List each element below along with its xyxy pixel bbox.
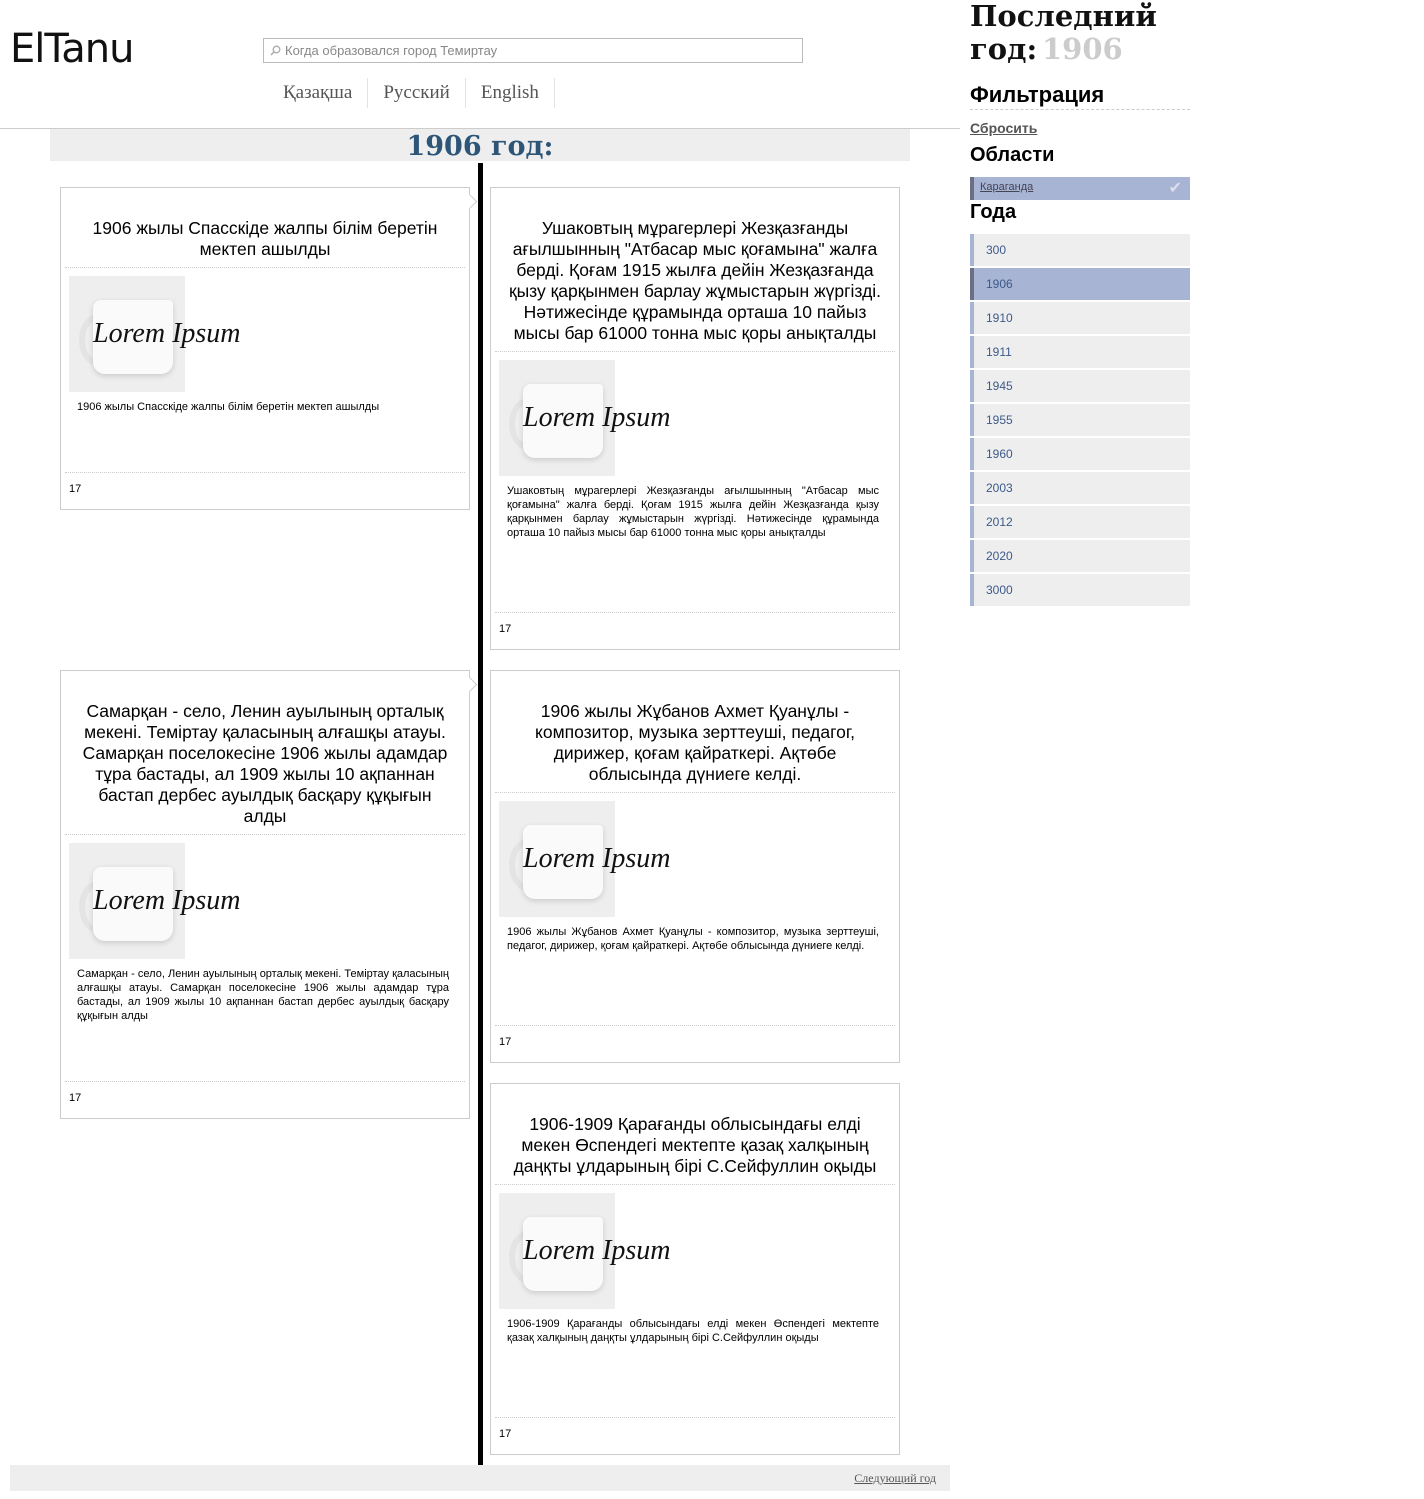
card-title[interactable]: Ушаковтың мұрагерлері Жезқазғанды ағылшынның "Атбасар мыс қоғамына" жалға берді. Қоғам 1915 жылға дейін Жезқазғанда қызу қарқынмен барлау жұмыстарын жүргізді. Нәтижесінде құрамында орташа 10 пайыз мысы бар 61000 тонна мыс қоры анықталды	[495, 188, 895, 352]
last-year-value: 1906	[1042, 32, 1123, 66]
search-icon	[270, 45, 281, 56]
card-description: 1906-1909 Қарағанды облысындағы елді мекен Өспендегі мектепте қазақ халқының даңқты ұлдарының бірі С.Сейфуллин оқыды	[507, 1318, 879, 1344]
card-image: Lorem Ipsum	[499, 801, 615, 917]
filter-title: Фильтрация	[970, 82, 1190, 110]
card-title[interactable]: 1906 жылы Спасскіде жалпы білім беретін мектеп ашылды	[65, 188, 465, 268]
card-footer	[495, 1417, 895, 1454]
year-filter-item[interactable]: 1960	[970, 438, 1190, 470]
card-count: 17	[69, 483, 82, 495]
year-filter-item-selected[interactable]: 1906	[970, 268, 1190, 300]
site-logo[interactable]: ElTanu	[10, 26, 134, 72]
card-description: Ушаковтың мұрагерлері Жезқазғанды ағылшынның "Атбасар мыс қоғамына" жалға берді. Қоғам 1915 жылға дейін Жезқазғанда қызу қарқынмен барлау жұмыстарын жүргізді. Нәтижесінде құрамында орташа 10 пайыз мысы бар 61000 тонна мыс қоры анықталды	[507, 485, 879, 539]
years-title: Года	[970, 201, 1017, 223]
year-filter-list	[970, 234, 1190, 608]
lang-english-link[interactable]: English	[466, 78, 555, 108]
lang-russian-link[interactable]: Русский	[368, 78, 466, 108]
timeline-card[interactable]	[490, 1083, 900, 1455]
timeline-card[interactable]	[60, 187, 470, 510]
card-title[interactable]: 1906-1909 Қарағанды облысындағы елді мекен Өспендегі мектепте қазақ халқының даңқты ұлдарының бірі С.Сейфуллин оқыды	[495, 1084, 895, 1185]
card-description: Самарқан - село, Ленин ауылының орталық мекені. Теміртау қаласының алғашқы атауы. Самарқан поселокесіне 1906 жылы адамдар тұра бастады, ал 1909 жылы 10 ақпаннан бастап дербес ауылдық басқару құқығын алды	[77, 968, 449, 1022]
last-year-label: Последний год:	[970, 0, 1157, 66]
card-title[interactable]: Самарқан - село, Ленин ауылының орталық мекені. Теміртау қаласының алғашқы атауы. Самарқан поселокесіне 1906 жылы адамдар тұра бастады, ал 1909 жылы 10 ақпаннан бастап дербес ауылдық басқару құқығын алды	[65, 671, 465, 835]
year-heading: 1906 год:	[406, 131, 554, 162]
year-filter-item[interactable]: 1945	[970, 370, 1190, 402]
year-filter-item[interactable]: 2012	[970, 506, 1190, 538]
card-image: Lorem Ipsum	[69, 843, 185, 959]
year-filter-item[interactable]: 2020	[970, 540, 1190, 572]
region-label[interactable]: Караганда	[980, 181, 1034, 193]
next-year-link[interactable]: Следующий год	[854, 1471, 936, 1485]
year-filter-item[interactable]: 1911	[970, 336, 1190, 368]
card-description: 1906 жылы Жұбанов Ахмет Қуанұлы - композитор, музыка зерттеуші, педагог, дирижер, қоғам қайраткері. Ақтөбе облысында дүниеге келді.	[507, 926, 879, 952]
year-filter-item[interactable]: 3000	[970, 574, 1190, 606]
card-title[interactable]: 1906 жылы Жұбанов Ахмет Қуанұлы - композитор, музыка зерттеуші, педагог, дирижер, қоғам қайраткері. Ақтөбе облысында дүниеге келді.	[495, 671, 895, 793]
search-box[interactable]	[263, 38, 803, 63]
card-count: 17	[69, 1092, 82, 1104]
year-filter-item[interactable]: 2003	[970, 472, 1190, 504]
card-image: Lorem Ipsum	[69, 276, 185, 392]
card-image: Lorem Ipsum	[499, 1193, 615, 1309]
timeline-card[interactable]	[490, 187, 900, 650]
card-footer	[495, 612, 895, 649]
card-count: 17	[499, 623, 512, 635]
card-footer	[65, 1081, 465, 1118]
timeline-card[interactable]	[490, 670, 900, 1063]
language-switcher	[268, 78, 555, 108]
search-input[interactable]	[281, 43, 785, 58]
year-filter-item[interactable]: 1910	[970, 302, 1190, 334]
regions-title: Области	[970, 144, 1055, 166]
card-image: Lorem Ipsum	[499, 360, 615, 476]
year-heading-bar	[50, 129, 910, 161]
region-item-karaganda[interactable]	[970, 177, 1190, 200]
card-description: 1906 жылы Спасскіде жалпы білім беретін мектеп ашылды	[77, 401, 380, 413]
card-footer	[65, 472, 465, 509]
year-filter-item[interactable]: 1955	[970, 404, 1190, 436]
card-footer	[495, 1025, 895, 1062]
reset-filter-link[interactable]: Сбросить	[970, 120, 1038, 136]
lang-kazakh-link[interactable]: Қазақша	[268, 78, 368, 108]
pagination-bar	[10, 1465, 950, 1491]
checkmark-icon: ✔	[1168, 180, 1182, 197]
year-filter-item[interactable]: 300	[970, 234, 1190, 266]
timeline-card[interactable]	[60, 670, 470, 1119]
timeline-axis	[478, 163, 483, 1465]
card-count: 17	[499, 1428, 512, 1440]
card-count: 17	[499, 1036, 512, 1048]
